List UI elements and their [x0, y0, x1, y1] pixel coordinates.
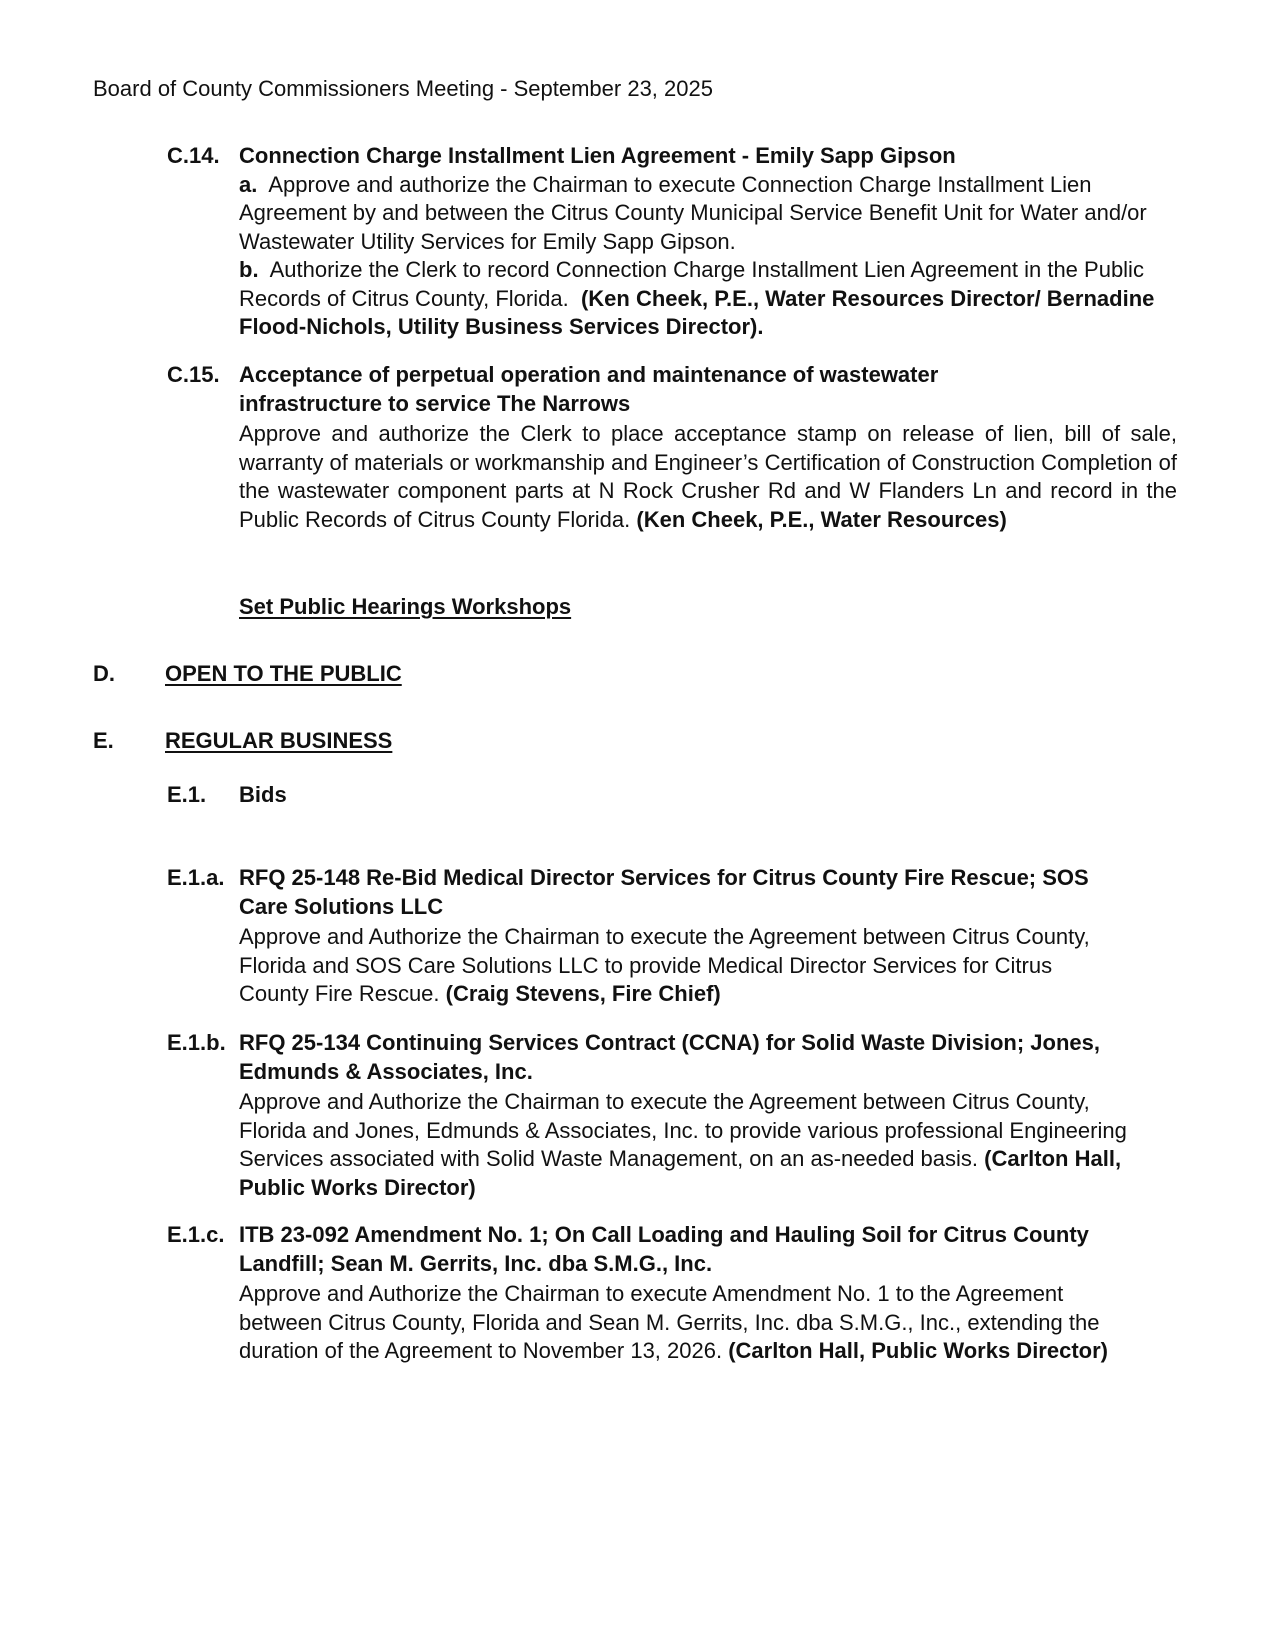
item-description: [239, 1088, 1149, 1202]
item-description: [239, 923, 1119, 1009]
agenda-item-e1a: [167, 864, 1177, 1009]
section-letter: D.: [93, 661, 115, 686]
item-title: RFQ 25-134 Continuing Services Contract (CCNA) for Solid Waste Division; Jones, Edmunds & Associates, Inc.: [239, 1030, 1100, 1084]
item-title: RFQ 25-148 Re-Bid Medical Director Services for Citrus County Fire Rescue; SOS Care Solutions LLC: [239, 865, 1089, 919]
item-contact: (Carlton Hall, Public Works Director): [728, 1338, 1108, 1363]
item-title: ITB 23-092 Amendment No. 1; On Call Loading and Hauling Soil for Citrus County Landfill; Sean M. Gerrits, Inc. dba S.M.G., Inc.: [239, 1222, 1089, 1276]
sub-text-b: Authorize the Clerk to record Connection Charge Installment Lien Agreement in the Public Records of Citrus County, Florida.: [239, 257, 1144, 311]
item-number: C.14.: [167, 143, 220, 168]
section-heading: REGULAR BUSINESS: [165, 728, 393, 753]
section-heading: OPEN TO THE PUBLIC: [165, 661, 402, 686]
item-text: Approve and Authorize the Chairman to execute Amendment No. 1 to the Agreement between Citrus County, Florida and Sean M. Gerrits, Inc. dba S.M.G., Inc., extending the duration of the Agreement to November 13, 2026.: [239, 1281, 1100, 1363]
agenda-item-e1c: [167, 1221, 1177, 1366]
item-title: Connection Charge Installment Lien Agreement - Emily Sapp Gipson: [239, 143, 956, 168]
item-text: Approve and Authorize the Chairman to execute the Agreement between Citrus County, Florida and Jones, Edmunds & Associates, Inc. to provide various professional Engineering Services associated with Solid Waste Management, on an as-needed basis.: [239, 1089, 1127, 1171]
sub-text-a: Approve and authorize the Chairman to execute Connection Charge Installment Lien Agreement by and between the Citrus County Municipal Service Benefit Unit for Water and/or Wastewater Utility Services for Emily Sapp Gipson.: [239, 171, 1147, 254]
item-number: E.1.: [167, 782, 207, 807]
agenda-item-e1: [167, 781, 1177, 810]
item-contact: (Carlton Hall, Public Works Director): [239, 1146, 1122, 1200]
item-title: Acceptance of perpetual operation and maintenance of wastewater infrastructure to service The Narrows: [239, 362, 939, 416]
item-description: [239, 420, 1177, 534]
section-letter: E.: [93, 728, 114, 753]
item-number: C.15.: [167, 362, 220, 387]
item-description: [239, 1280, 1144, 1366]
item-number: E.1.a.: [167, 865, 225, 890]
agenda-item-e1b: [167, 1029, 1177, 1202]
item-contact: (Craig Stevens, Fire Chief): [445, 981, 721, 1006]
item-number: E.1.c.: [167, 1222, 225, 1247]
sub-label-b: b.: [239, 257, 259, 282]
page-header: Board of County Commissioners Meeting - September 23, 2025: [93, 76, 713, 101]
item-text: Approve and Authorize the Chairman to execute the Agreement between Citrus County, Florida and SOS Care Solutions LLC to provide Medical Director Services for Citrus County Fire Rescue.: [239, 924, 1090, 1006]
sub-label-a: a.: [239, 171, 258, 197]
set-public-hearings-heading: Set Public Hearings Workshops: [239, 594, 572, 619]
item-contact: (Ken Cheek, P.E., Water Resources): [636, 506, 1007, 532]
agenda-item-c15: [167, 361, 1177, 534]
item-text: Approve and authorize the Clerk to place acceptance stamp on release of lien, bill of sale, warranty of materials or workmanship and Engineer’s Certification of Construction Completion of the wastewater component parts at N Rock Crusher Rd and W Flanders Ln and record in the Public Records of Citrus County Florida.: [239, 421, 1177, 532]
item-number: E.1.b.: [167, 1030, 226, 1055]
item-title: Bids: [239, 782, 287, 807]
agenda-item-c14: [167, 142, 1177, 342]
item-description-a: [239, 171, 1177, 257]
item-contact: (Ken Cheek, P.E., Water Resources Director/ Bernadine Flood-Nichols, Utility Business Services Director).: [239, 285, 1155, 339]
item-description-b: [239, 256, 1177, 342]
